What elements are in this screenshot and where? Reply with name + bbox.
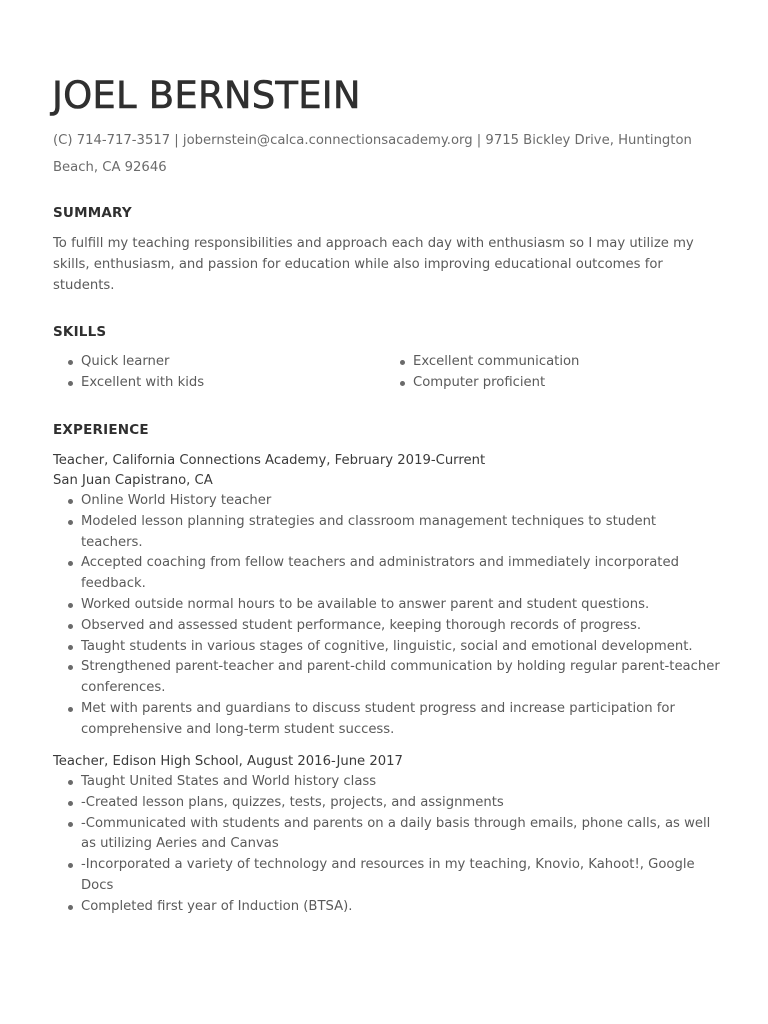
job-entry bbox=[53, 451, 721, 741]
job-duty: Observed and assessed student performance, keeping thorough records of progress. bbox=[53, 616, 721, 637]
job-entry bbox=[53, 752, 721, 918]
job-duty: Completed first year of Induction (BTSA). bbox=[53, 897, 721, 918]
skills-column-left bbox=[53, 352, 373, 394]
job-duty: Worked outside normal hours to be available to answer parent and student questions. bbox=[53, 595, 721, 616]
summary-heading: SUMMARY bbox=[53, 205, 132, 221]
job-duties-list bbox=[53, 772, 721, 918]
job-title: Teacher, California Connections Academy, February 2019-Current bbox=[53, 453, 486, 468]
skills-column-right bbox=[385, 352, 705, 394]
job-duty: -Incorporated a variety of technology and resources in my teaching, Knovio, Kahoot!, Google Docs bbox=[53, 855, 721, 897]
skill-item: Quick learner bbox=[53, 352, 373, 373]
job-duty: Accepted coaching from fellow teachers and administrators and immediately incorporated feedback. bbox=[53, 553, 721, 595]
job-duty: Online World History teacher bbox=[53, 491, 721, 512]
candidate-name: JOEL BERNSTEIN bbox=[52, 74, 361, 117]
job-duty: -Communicated with students and parents on a daily basis through emails, phone calls, as well as utilizing Aeries and Canvas bbox=[53, 814, 721, 856]
contact-info: (C) 714-717-3517 | jobernstein@calca.connectionsacademy.org | 9715 Bickley Drive, Huntington Beach, CA 92646 bbox=[53, 133, 692, 175]
job-duty: Strengthened parent-teacher and parent-child communication by holding regular parent-teacher conferences. bbox=[53, 657, 721, 699]
job-duty: Taught United States and World history class bbox=[53, 772, 721, 793]
skill-item: Excellent with kids bbox=[53, 373, 373, 394]
job-duty: Met with parents and guardians to discuss student progress and increase participation for comprehensive and long-term student success. bbox=[53, 699, 721, 741]
job-duty: -Created lesson plans, quizzes, tests, projects, and assignments bbox=[53, 793, 721, 814]
experience-heading: EXPERIENCE bbox=[53, 422, 149, 438]
job-duty: Modeled lesson planning strategies and classroom management techniques to student teachers. bbox=[53, 512, 721, 554]
job-title: Teacher, Edison High School, August 2016-June 2017 bbox=[53, 754, 403, 769]
summary-text: To fulfill my teaching responsibilities and approach each day with enthusiasm so I may utilize my skills, enthusiasm, and passion for education while also improving educational outcomes for students. bbox=[53, 236, 694, 293]
job-duty: Taught students in various stages of cognitive, linguistic, social and emotional development. bbox=[53, 637, 721, 658]
skill-item: Excellent communication bbox=[385, 352, 705, 373]
skill-item: Computer proficient bbox=[385, 373, 705, 394]
job-duties-list bbox=[53, 491, 721, 741]
skills-list-left bbox=[53, 352, 373, 394]
skills-list-right bbox=[385, 352, 705, 394]
skills-heading: SKILLS bbox=[53, 324, 107, 340]
job-location: San Juan Capistrano, CA bbox=[53, 473, 213, 488]
